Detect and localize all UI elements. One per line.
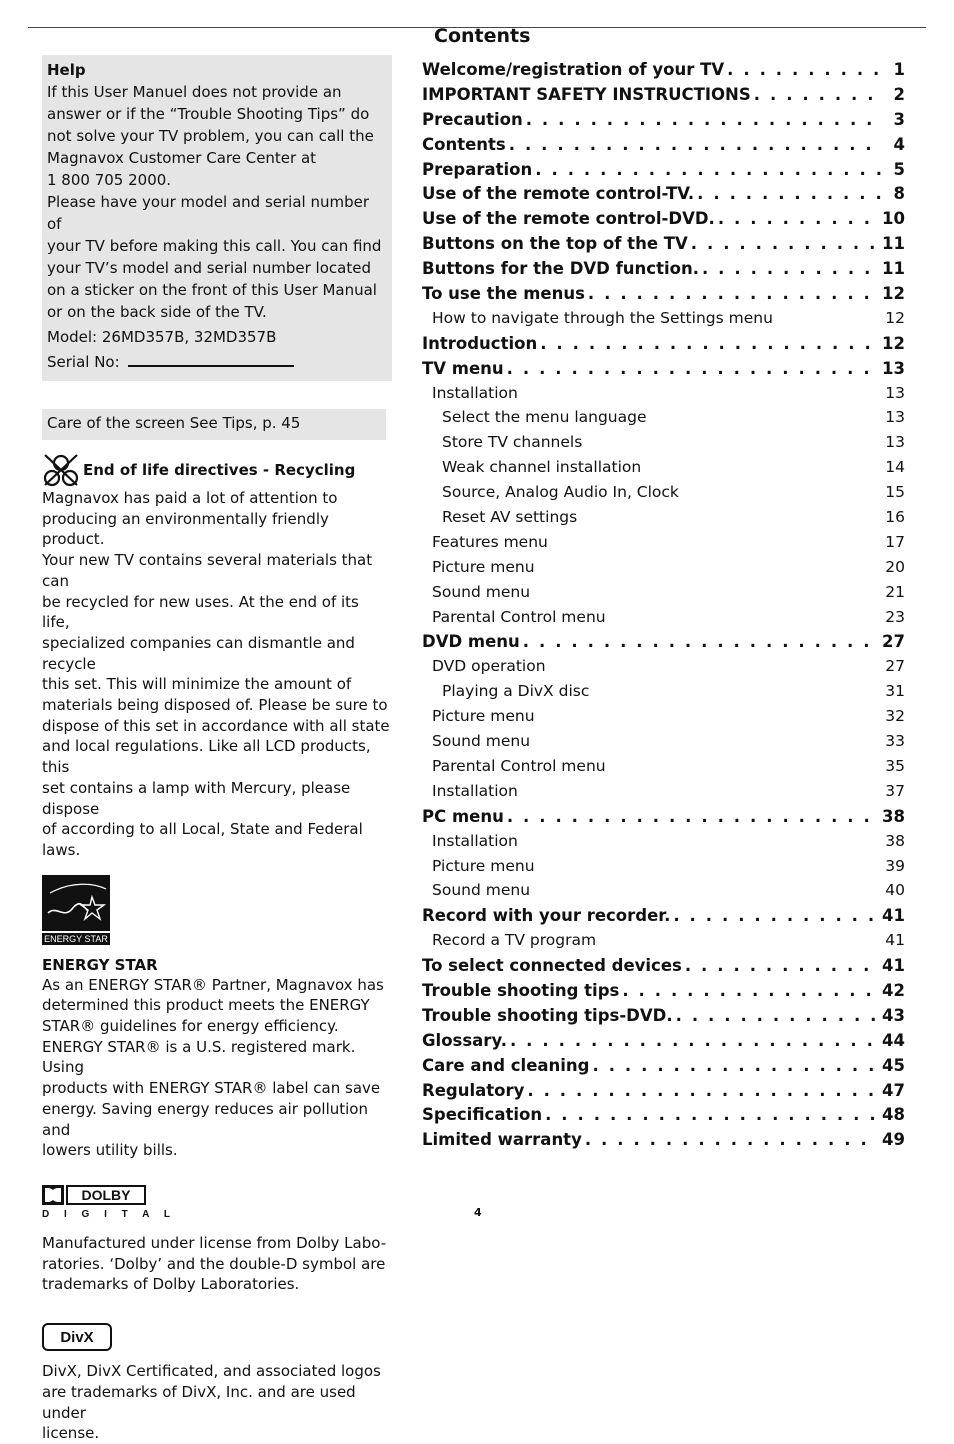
toc-entry-label: To select connected devices bbox=[422, 956, 682, 976]
model-number: Model: 26MD357B, 32MD357B bbox=[47, 328, 277, 346]
toc-entry-label: Installation bbox=[432, 831, 518, 850]
serial-label: Serial No: bbox=[47, 353, 120, 371]
toc-entry-label: Picture menu bbox=[432, 856, 535, 875]
toc-entry-page: 41 bbox=[882, 956, 905, 976]
toc-entry-label: Sound menu bbox=[432, 582, 531, 601]
help-line: Please have your model and serial number of bbox=[47, 193, 370, 233]
toc-entry-label: Features menu bbox=[432, 532, 548, 551]
toc-leader-dots bbox=[589, 1056, 878, 1075]
toc-entry bbox=[422, 782, 905, 807]
help-line: not solve your TV problem, you can call the bbox=[47, 127, 374, 145]
toc-entry-label: TV menu bbox=[422, 358, 504, 378]
page-number: 4 bbox=[474, 1206, 482, 1219]
toc-leader-dots bbox=[504, 807, 878, 826]
dolby-logo-sub: D I G I T A L bbox=[42, 1208, 176, 1220]
toc-entry-page: 13 bbox=[882, 358, 905, 378]
recycling-line: specialized companies can dismantle and recycle bbox=[42, 633, 355, 673]
toc-entry-page: 41 bbox=[882, 906, 905, 926]
energy-line: lowers utility bills. bbox=[42, 1141, 178, 1160]
toc-entry-label: Glossary. bbox=[422, 1030, 507, 1050]
recycle-icon bbox=[42, 452, 80, 488]
toc-entry-label: Buttons on the top of the TV bbox=[422, 234, 688, 254]
toc-entry-page: 38 bbox=[882, 806, 905, 826]
toc-leader-dots bbox=[542, 1105, 878, 1124]
toc-entry-label: Precaution bbox=[422, 109, 523, 129]
recycling-text bbox=[42, 488, 390, 861]
toc-entry bbox=[422, 1130, 905, 1155]
energy-star-logo bbox=[42, 875, 110, 945]
toc-entry-label: Record with your recorder. bbox=[422, 906, 671, 926]
toc-entry-page: 31 bbox=[885, 682, 905, 701]
dolby-logo-word: DOLBY bbox=[66, 1185, 146, 1205]
toc-entry-page: 42 bbox=[882, 980, 905, 1000]
toc-leader-dots bbox=[585, 284, 878, 303]
toc-entry bbox=[422, 583, 905, 608]
toc-entry bbox=[422, 309, 905, 334]
toc-entry bbox=[422, 184, 905, 209]
toc-entry bbox=[422, 259, 905, 284]
toc-entry-label: How to navigate through the Settings menu bbox=[432, 308, 773, 327]
energy-line: STAR® guidelines for energy efficiency. bbox=[42, 1017, 339, 1036]
dolby-text bbox=[42, 1233, 390, 1295]
toc-leader-dots bbox=[537, 334, 878, 353]
toc-entry-page: 43 bbox=[882, 1005, 905, 1025]
toc-entry bbox=[422, 881, 905, 906]
energy-star-title: ENERGY STAR bbox=[42, 955, 158, 974]
toc-entry-page: 4 bbox=[893, 134, 905, 154]
toc-entry bbox=[422, 906, 905, 931]
toc-entry-page: 11 bbox=[882, 234, 905, 254]
toc-entry-page: 37 bbox=[885, 781, 905, 800]
toc-entry-page: 11 bbox=[882, 259, 905, 279]
recycling-line: set contains a lamp with Mercury, please dispose bbox=[42, 778, 351, 818]
energy-star-icon bbox=[42, 875, 110, 929]
help-line: If this User Manuel does not provide an bbox=[47, 83, 342, 101]
toc-entry bbox=[422, 682, 905, 707]
toc-entry-page: 49 bbox=[882, 1130, 905, 1150]
toc-entry-label: Use of the remote control-TV. bbox=[422, 184, 695, 204]
toc-entry-label: DVD operation bbox=[432, 657, 546, 676]
toc-entry-page: 35 bbox=[885, 756, 905, 775]
help-line: your TV’s model and serial number located bbox=[47, 259, 371, 277]
toc-entry-label: Store TV channels bbox=[442, 433, 583, 452]
toc-entry bbox=[422, 657, 905, 682]
toc-leader-dots bbox=[520, 632, 878, 651]
toc-leader-dots bbox=[751, 85, 883, 104]
toc-entry-page: 10 bbox=[882, 209, 905, 229]
toc-entry-label: Sound menu bbox=[432, 732, 531, 751]
recycling-line: producing an environmentally friendly product. bbox=[42, 509, 329, 549]
divx-line: are trademarks of DivX, Inc. and are used under bbox=[42, 1382, 356, 1422]
toc-leader-dots bbox=[582, 1130, 878, 1149]
dolby-line: Manufactured under license from Dolby Labo- bbox=[42, 1233, 387, 1252]
serial-row bbox=[47, 351, 386, 373]
energy-line: energy. Saving energy reduces air pollution and bbox=[42, 1099, 368, 1139]
toc-entry bbox=[422, 632, 905, 657]
toc-entry-page: 3 bbox=[893, 109, 905, 129]
toc-entry bbox=[422, 608, 905, 633]
toc-entry bbox=[422, 1031, 905, 1056]
divx-line: DivX, DivX Certificated, and associated logos bbox=[42, 1362, 381, 1381]
toc-entry bbox=[422, 1006, 905, 1031]
toc-entry-page: 27 bbox=[885, 657, 905, 676]
toc-leader-dots bbox=[506, 135, 883, 154]
toc-entry-label: Source, Analog Audio In, Clock bbox=[442, 483, 679, 502]
toc-entry-label: Picture menu bbox=[432, 557, 535, 576]
toc-entry bbox=[422, 807, 905, 832]
toc-entry bbox=[422, 209, 905, 234]
toc-entry-page: 16 bbox=[885, 508, 905, 527]
toc-entry bbox=[422, 408, 905, 433]
toc-entry-page: 41 bbox=[885, 931, 905, 950]
toc-entry bbox=[422, 1081, 905, 1106]
toc-entry-label: Trouble shooting tips bbox=[422, 980, 620, 1000]
toc-entry-label: Picture menu bbox=[432, 707, 535, 726]
toc-entry-page: 23 bbox=[885, 607, 905, 626]
toc-entry-page: 12 bbox=[885, 308, 905, 327]
dolby-line: ratories. ‘Dolby’ and the double-D symbol are bbox=[42, 1254, 386, 1273]
toc-entry-label: Weak channel installation bbox=[442, 458, 642, 477]
toc-entry-page: 21 bbox=[885, 582, 905, 601]
recycling-line: dispose of this set in accordance with all state bbox=[42, 716, 390, 735]
toc-entry-page: 32 bbox=[885, 707, 905, 726]
help-line: 1 800 705 2000. bbox=[47, 171, 172, 189]
toc-entry-label: To use the menus bbox=[422, 284, 585, 304]
toc-entry-page: 13 bbox=[885, 408, 905, 427]
toc-entry-page: 38 bbox=[885, 831, 905, 850]
serial-blank-line bbox=[128, 351, 294, 367]
recycling-title: End of life directives - Recycling bbox=[83, 461, 356, 479]
care-box: Care of the screen See Tips, p. 45 bbox=[42, 409, 386, 440]
energy-line: As an ENERGY STAR® Partner, Magnavox has bbox=[42, 975, 384, 994]
toc-entry-label: Select the menu language bbox=[442, 408, 647, 427]
toc-entry-page: 17 bbox=[885, 532, 905, 551]
toc-entry-page: 2 bbox=[893, 84, 905, 104]
toc-entry-label: DVD menu bbox=[422, 632, 520, 652]
toc-leader-dots bbox=[673, 1006, 878, 1025]
toc-entry-label: Buttons for the DVD function. bbox=[422, 259, 699, 279]
toc-entry bbox=[422, 359, 905, 384]
toc-entry-label: Limited warranty bbox=[422, 1130, 582, 1150]
help-line: answer or if the “Trouble Shooting Tips” do bbox=[47, 105, 370, 123]
toc-entry-label: Sound menu bbox=[432, 881, 531, 900]
toc-entry-page: 15 bbox=[885, 483, 905, 502]
recycling-line: Magnavox has paid a lot of attention to bbox=[42, 489, 338, 507]
toc-entry-page: 8 bbox=[893, 184, 905, 204]
toc-entry bbox=[422, 234, 905, 259]
toc-entry-label: IMPORTANT SAFETY INSTRUCTIONS bbox=[422, 84, 751, 104]
toc-entry-page: 13 bbox=[885, 383, 905, 402]
recycling-line: of according to all Local, State and Federal laws. bbox=[42, 820, 363, 859]
toc-entry-label: Parental Control menu bbox=[432, 756, 606, 775]
toc-entry-label: Record a TV program bbox=[432, 931, 597, 950]
dolby-line: trademarks of Dolby Laboratories. bbox=[42, 1275, 300, 1294]
energy-line: ENERGY STAR® is a U.S. registered mark. Using bbox=[42, 1037, 356, 1077]
toc-entry bbox=[422, 1056, 905, 1081]
toc-entry bbox=[422, 135, 905, 160]
toc-entry bbox=[422, 558, 905, 583]
divx-text bbox=[42, 1361, 390, 1444]
toc-entry-page: 13 bbox=[885, 433, 905, 452]
toc-leader-dots bbox=[715, 209, 878, 228]
toc-leader-dots bbox=[524, 1081, 878, 1100]
toc-leader-dots bbox=[670, 906, 878, 925]
toc-leader-dots bbox=[507, 1031, 878, 1050]
toc-entry-page: 39 bbox=[885, 856, 905, 875]
recycling-line: Your new TV contains several materials that can bbox=[42, 551, 373, 590]
toc-leader-dots bbox=[523, 110, 883, 129]
toc-entry-page: 47 bbox=[882, 1080, 905, 1100]
toc-entry bbox=[422, 707, 905, 732]
help-line: on a sticker on the front of this User Manual bbox=[47, 281, 377, 299]
toc-entry bbox=[422, 533, 905, 558]
toc-entry-page: 5 bbox=[893, 159, 905, 179]
toc-entry bbox=[422, 931, 905, 956]
toc-entry-label: Regulatory bbox=[422, 1080, 525, 1100]
toc-entry bbox=[422, 508, 905, 533]
toc-leader-dots bbox=[504, 359, 878, 378]
help-title: Help bbox=[47, 61, 86, 79]
recycling-line: this set. This will minimize the amount of bbox=[42, 675, 352, 694]
toc-entry bbox=[422, 832, 905, 857]
energy-star-logo-text: ENERGY STAR bbox=[42, 931, 110, 945]
toc-entry bbox=[422, 60, 905, 85]
toc-entry-page: 44 bbox=[882, 1030, 905, 1050]
table-of-contents bbox=[422, 60, 905, 1155]
dolby-digital-logo bbox=[42, 1183, 176, 1221]
toc-entry bbox=[422, 757, 905, 782]
help-line: Magnavox Customer Care Center at bbox=[47, 149, 317, 167]
toc-entry-page: 45 bbox=[882, 1055, 905, 1075]
toc-leader-dots bbox=[532, 160, 883, 179]
toc-entry bbox=[422, 458, 905, 483]
help-line: your TV before making this call. You can find bbox=[47, 237, 382, 255]
toc-leader-dots bbox=[694, 184, 883, 203]
energy-line: determined this product meets the ENERGY bbox=[42, 996, 370, 1015]
toc-entry-label: Use of the remote control-DVD. bbox=[422, 209, 715, 229]
toc-entry-page: 1 bbox=[893, 60, 905, 79]
toc-entry-label: Installation bbox=[432, 781, 518, 800]
toc-entry-label: Reset AV settings bbox=[442, 508, 578, 527]
toc-entry bbox=[422, 981, 905, 1006]
toc-entry bbox=[422, 1105, 905, 1130]
toc-entry-label: Welcome/registration of your TV bbox=[422, 60, 725, 79]
toc-leader-dots bbox=[699, 259, 878, 278]
divx-line: license. bbox=[42, 1424, 100, 1443]
toc-entry bbox=[422, 732, 905, 757]
toc-entry-page: 40 bbox=[885, 881, 905, 900]
toc-leader-dots bbox=[688, 234, 878, 253]
recycling-heading bbox=[42, 452, 392, 488]
divx-logo: DivX bbox=[42, 1323, 112, 1351]
toc-entry bbox=[422, 110, 905, 135]
left-column bbox=[42, 55, 392, 1444]
toc-entry bbox=[422, 857, 905, 882]
help-line: or on the back side of the TV. bbox=[47, 303, 267, 321]
toc-entry bbox=[422, 483, 905, 508]
energy-line: products with ENERGY STAR® label can save bbox=[42, 1079, 381, 1098]
toc-leader-dots bbox=[682, 956, 878, 975]
toc-entry-page: 20 bbox=[885, 557, 905, 576]
toc-leader-dots bbox=[619, 981, 878, 1000]
dolby-double-d-icon bbox=[42, 1185, 64, 1205]
toc-entry-label: Specification bbox=[422, 1105, 543, 1125]
toc-entry-page: 27 bbox=[882, 632, 905, 652]
recycling-line: be recycled for new uses. At the end of its life, bbox=[42, 592, 359, 632]
toc-entry-label: Care and cleaning bbox=[422, 1055, 590, 1075]
toc-entry-label: Trouble shooting tips-DVD. bbox=[422, 1005, 673, 1025]
toc-entry-page: 12 bbox=[882, 333, 905, 353]
recycling-line: materials being disposed of. Please be sure to bbox=[42, 696, 388, 715]
toc-entry-label: Playing a DivX disc bbox=[442, 682, 590, 701]
toc-entry-label: Parental Control menu bbox=[432, 607, 606, 626]
toc-entry-label: Introduction bbox=[422, 333, 538, 353]
help-box bbox=[42, 55, 392, 381]
toc-entry bbox=[422, 160, 905, 185]
energy-star-text bbox=[42, 975, 390, 1161]
contents-title: Contents bbox=[434, 25, 531, 47]
toc-entry bbox=[422, 284, 905, 309]
toc-entry-page: 33 bbox=[885, 732, 905, 751]
toc-entry-page: 12 bbox=[882, 284, 905, 304]
toc-entry-page: 48 bbox=[882, 1105, 905, 1125]
toc-entry bbox=[422, 956, 905, 981]
toc-entry-page: 14 bbox=[885, 458, 905, 477]
toc-entry bbox=[422, 85, 905, 110]
toc-leader-dots bbox=[724, 60, 883, 79]
toc-entry-label: Contents bbox=[422, 134, 506, 154]
toc-entry bbox=[422, 384, 905, 409]
toc-entry bbox=[422, 433, 905, 458]
toc-entry-label: PC menu bbox=[422, 806, 504, 826]
recycling-line: and local regulations. Like all LCD products, this bbox=[42, 737, 371, 777]
toc-entry-label: Installation bbox=[432, 383, 518, 402]
toc-entry-label: Preparation bbox=[422, 159, 533, 179]
toc-entry bbox=[422, 334, 905, 359]
